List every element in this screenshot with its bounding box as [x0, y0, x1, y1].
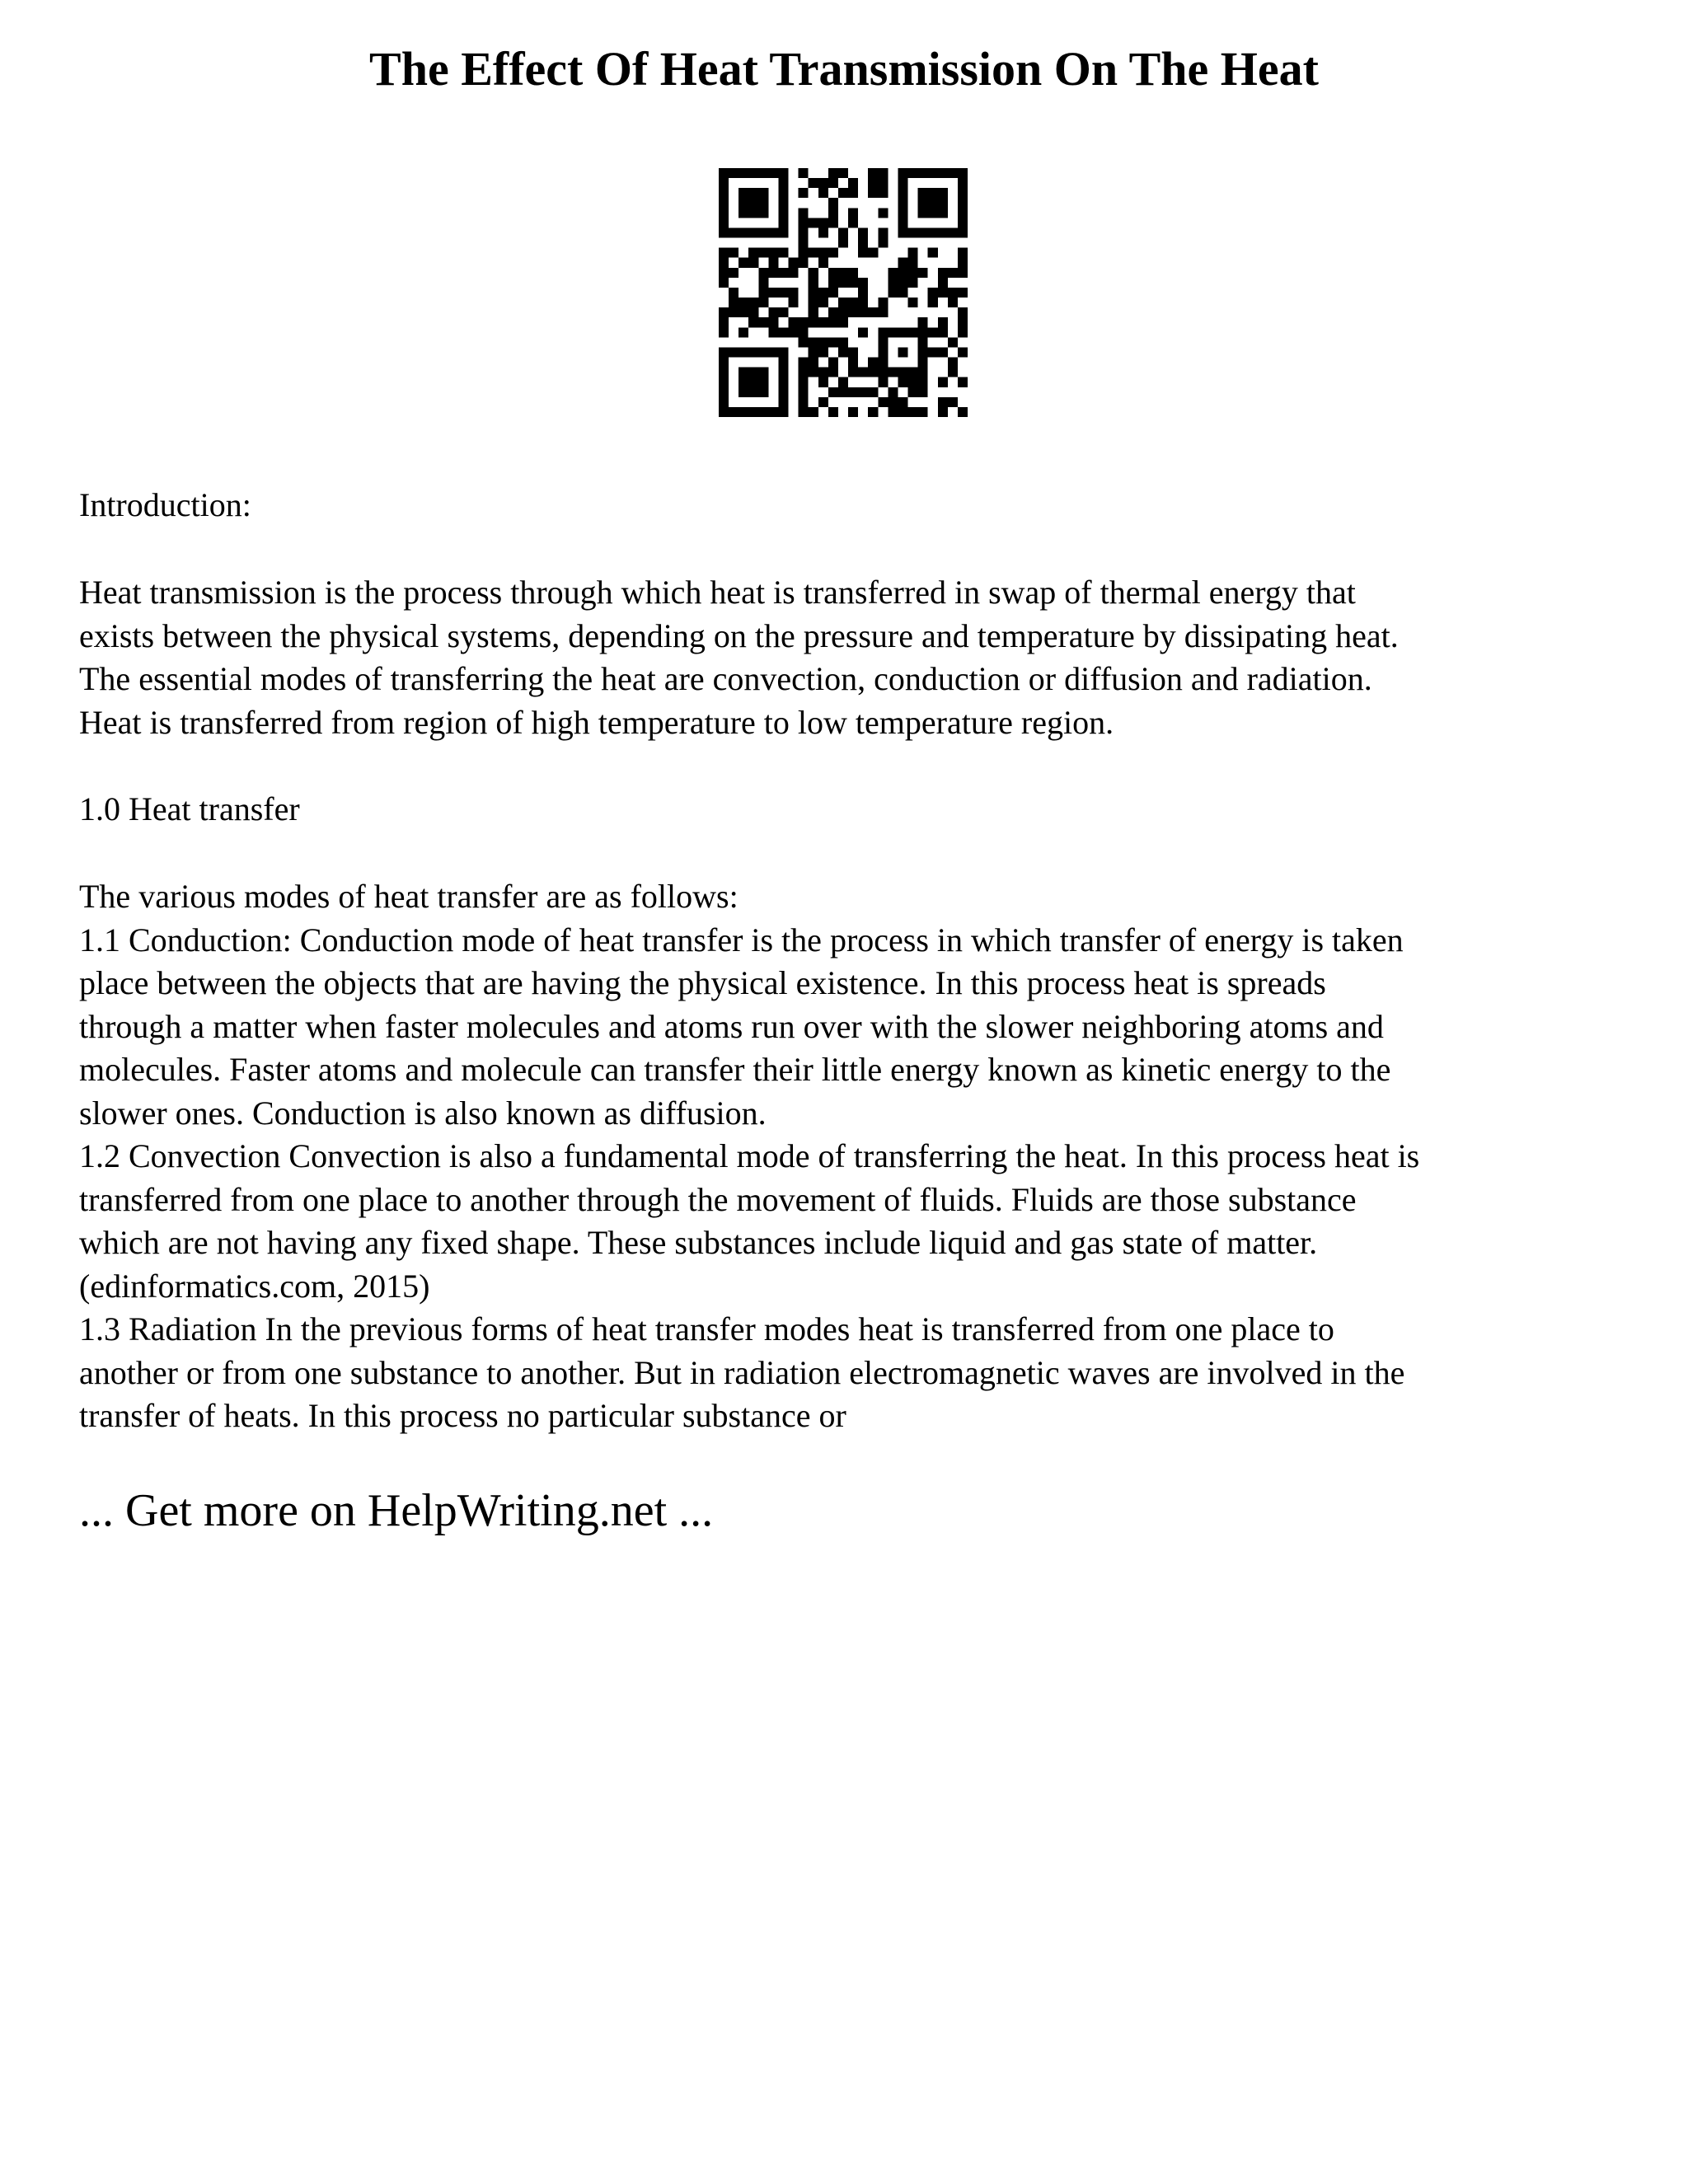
modes-line: 1.1 Conduction: Conduction mode of heat transfer is the process in which transfer of energy is taken — [79, 921, 1404, 958]
get-more-link[interactable]: ... Get more on HelpWriting.net ... — [79, 1485, 714, 1536]
modes-paragraph — [79, 875, 1612, 1438]
modes-line: molecules. Faster atoms and molecule can transfer their little energy known as kinetic energy to the — [79, 1051, 1391, 1088]
qr-code-icon[interactable] — [719, 168, 968, 417]
modes-line: place between the objects that are having the physical existence. In this process heat is spreads — [79, 964, 1326, 1001]
introduction-line: Heat is transferred from region of high temperature to low temperature region. — [79, 703, 1114, 741]
modes-line: 1.2 Convection Convection is also a fundamental mode of transferring the heat. In this process heat is — [79, 1137, 1420, 1174]
introduction-line: exists between the physical systems, depending on the pressure and temperature by dissipating heat. — [79, 616, 1399, 654]
document-title: The Effect Of Heat Transmission On The Heat — [369, 42, 1319, 96]
modes-line: 1.3 Radiation In the previous forms of heat transfer modes heat is transferred from one place to — [79, 1310, 1334, 1347]
section-heading: 1.0 Heat transfer — [79, 790, 300, 827]
introduction-line: Heat transmission is the process through which heat is transferred in swap of thermal energy that — [79, 574, 1356, 611]
modes-line: The various modes of heat transfer are as follows: — [79, 878, 738, 915]
modes-line: another or from one substance to another. But in radiation electromagnetic waves are involved in the — [79, 1353, 1405, 1391]
modes-line: transferred from one place to another through the movement of fluids. Fluids are those substance — [79, 1180, 1357, 1218]
modes-line: through a matter when faster molecules and atoms run over with the slower neighboring atoms and — [79, 1007, 1384, 1045]
qr-code-graphic — [719, 168, 968, 417]
introduction-line: The essential modes of transferring the heat are convection, conduction or diffusion and radiation. — [79, 660, 1372, 697]
modes-line: slower ones. Conduction is also known as diffusion. — [79, 1094, 767, 1132]
modes-line: (edinformatics.com, 2015) — [79, 1267, 430, 1305]
modes-line: transfer of heats. In this process no particular substance or — [79, 1397, 846, 1434]
introduction-paragraph — [79, 571, 1612, 744]
modes-line: which are not having any fixed shape. These substances include liquid and gas state of matter. — [79, 1224, 1318, 1261]
introduction-heading: Introduction: — [79, 486, 251, 523]
